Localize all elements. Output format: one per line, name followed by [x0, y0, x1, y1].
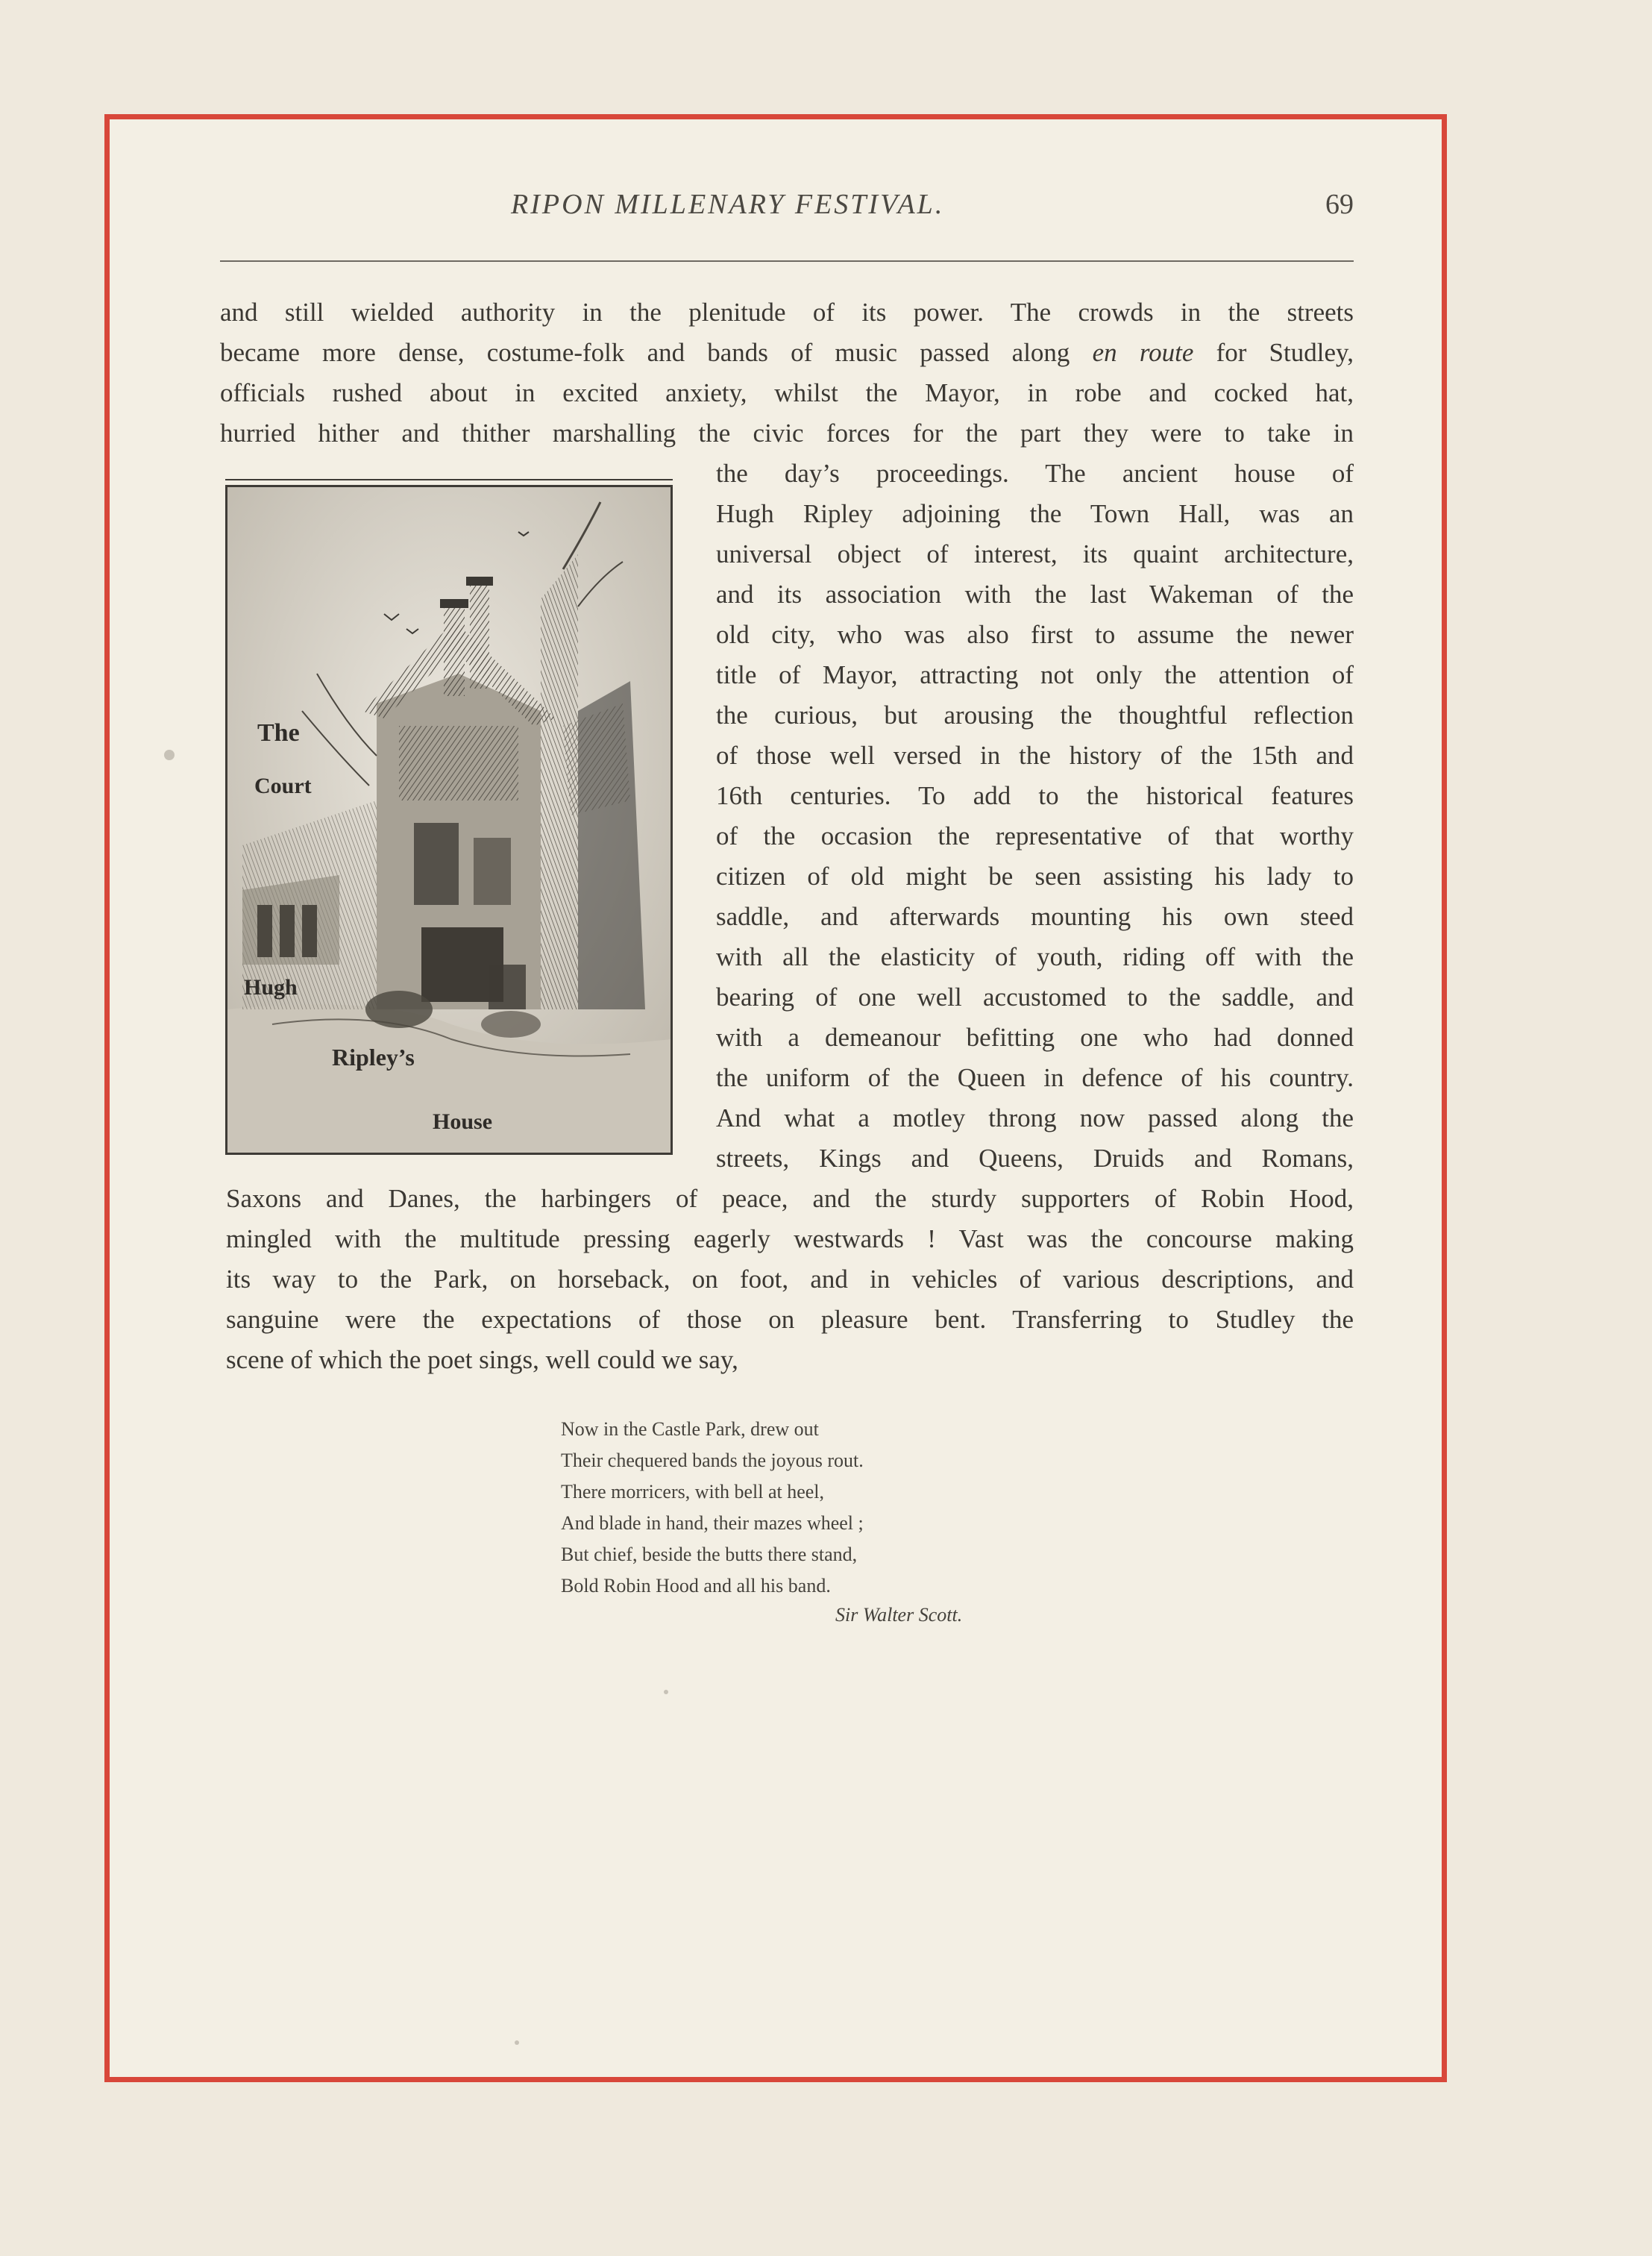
header-rule — [220, 260, 1354, 262]
body-line-16: saddle, and afterwards mounting his own steed — [716, 902, 1354, 931]
body-line-19: with a demeanour befitting one who had donned — [716, 1023, 1354, 1052]
poem-line: Bold Robin Hood and all his band. — [561, 1575, 831, 1597]
body-line-5: the day’s proceedings. The ancient house of — [716, 459, 1354, 488]
poem-line: There morricers, with bell at heel, — [561, 1481, 825, 1503]
body-line-4: hurried hither and thither marshalling the civic forces for the part they were to take in — [220, 419, 1354, 448]
paper-speck — [515, 2040, 519, 2045]
body-line-6: Hugh Ripley adjoining the Town Hall, was an — [716, 499, 1354, 528]
paper-speck — [164, 750, 175, 760]
body-line-2: became more dense, costume-folk and bands of music passed along en route for Studley, — [220, 338, 1354, 367]
body-line-27: scene of which the poet sings, well could we say, — [226, 1345, 738, 1374]
poem-stanza — [561, 1414, 1023, 1602]
caption-the: The — [257, 719, 300, 747]
paper-speck — [664, 1690, 668, 1694]
body-line-21: And what a motley throng now passed along the — [716, 1103, 1354, 1132]
caption-house: House — [433, 1109, 493, 1134]
poem-line: Their chequered bands the joyous rout. — [561, 1450, 864, 1471]
body-line-10: title of Mayor, attracting not only the attention of — [716, 660, 1354, 689]
running-title: RIPON MILLENARY FESTIVAL. — [511, 189, 945, 220]
poem-line: Now in the Castle Park, drew out — [561, 1418, 819, 1440]
body-line-3: officials rushed about in excited anxiety, whilst the Mayor, in robe and cocked hat, — [220, 378, 1354, 407]
body-line-14: of the occasion the representative of that worthy — [716, 821, 1354, 850]
body-line-24: mingled with the multitude pressing eagerly westwards ! Vast was the concourse making — [226, 1224, 1354, 1253]
illustration-top-rule — [225, 479, 673, 480]
body-line-20: the uniform of the Queen in defence of his country. — [716, 1063, 1354, 1092]
poem-credit: Sir Walter Scott. — [835, 1604, 963, 1626]
body-line-7: universal object of interest, its quaint architecture, — [716, 539, 1354, 568]
body-line-12: of those well versed in the history of the 15th and — [716, 741, 1354, 770]
caption-hugh: Hugh — [244, 975, 298, 1000]
body-line-22: streets, Kings and Queens, Druids and Romans, — [716, 1144, 1354, 1173]
body-line-15: citizen of old might be seen assisting his lady to — [716, 862, 1354, 891]
illustration-court-house — [225, 485, 673, 1155]
page-number: 69 — [1325, 189, 1354, 220]
body-line-11: the curious, but arousing the thoughtful reflection — [716, 701, 1354, 730]
italic-phrase: en route — [1092, 338, 1194, 367]
poem-line: And blade in hand, their mazes wheel ; — [561, 1512, 864, 1534]
body-line-8: and its association with the last Wakeman of the — [716, 580, 1354, 609]
body-line-17: with all the elasticity of youth, riding off with the — [716, 942, 1354, 971]
body-line-25: its way to the Park, on horseback, on foot, and in vehicles of various descriptions, and — [226, 1265, 1354, 1294]
caption-ripleys: Ripley’s — [332, 1044, 415, 1071]
body-line-13: 16th centuries. To add to the historical features — [716, 781, 1354, 810]
body-line-18: bearing of one well accustomed to the saddle, and — [716, 983, 1354, 1012]
body-line-26: sanguine were the expectations of those on pleasure bent. Transferring to Studley the — [226, 1305, 1354, 1334]
body-line-1: and still wielded authority in the plenitude of its power. The crowds in the streets — [220, 298, 1354, 327]
poem-line: But chief, beside the butts there stand, — [561, 1544, 858, 1565]
body-line-23: Saxons and Danes, the harbingers of peace, and the sturdy supporters of Robin Hood, — [226, 1184, 1354, 1213]
body-line-9: old city, who was also first to assume the newer — [716, 620, 1354, 649]
caption-court: Court — [254, 774, 312, 798]
running-head — [220, 188, 1354, 233]
